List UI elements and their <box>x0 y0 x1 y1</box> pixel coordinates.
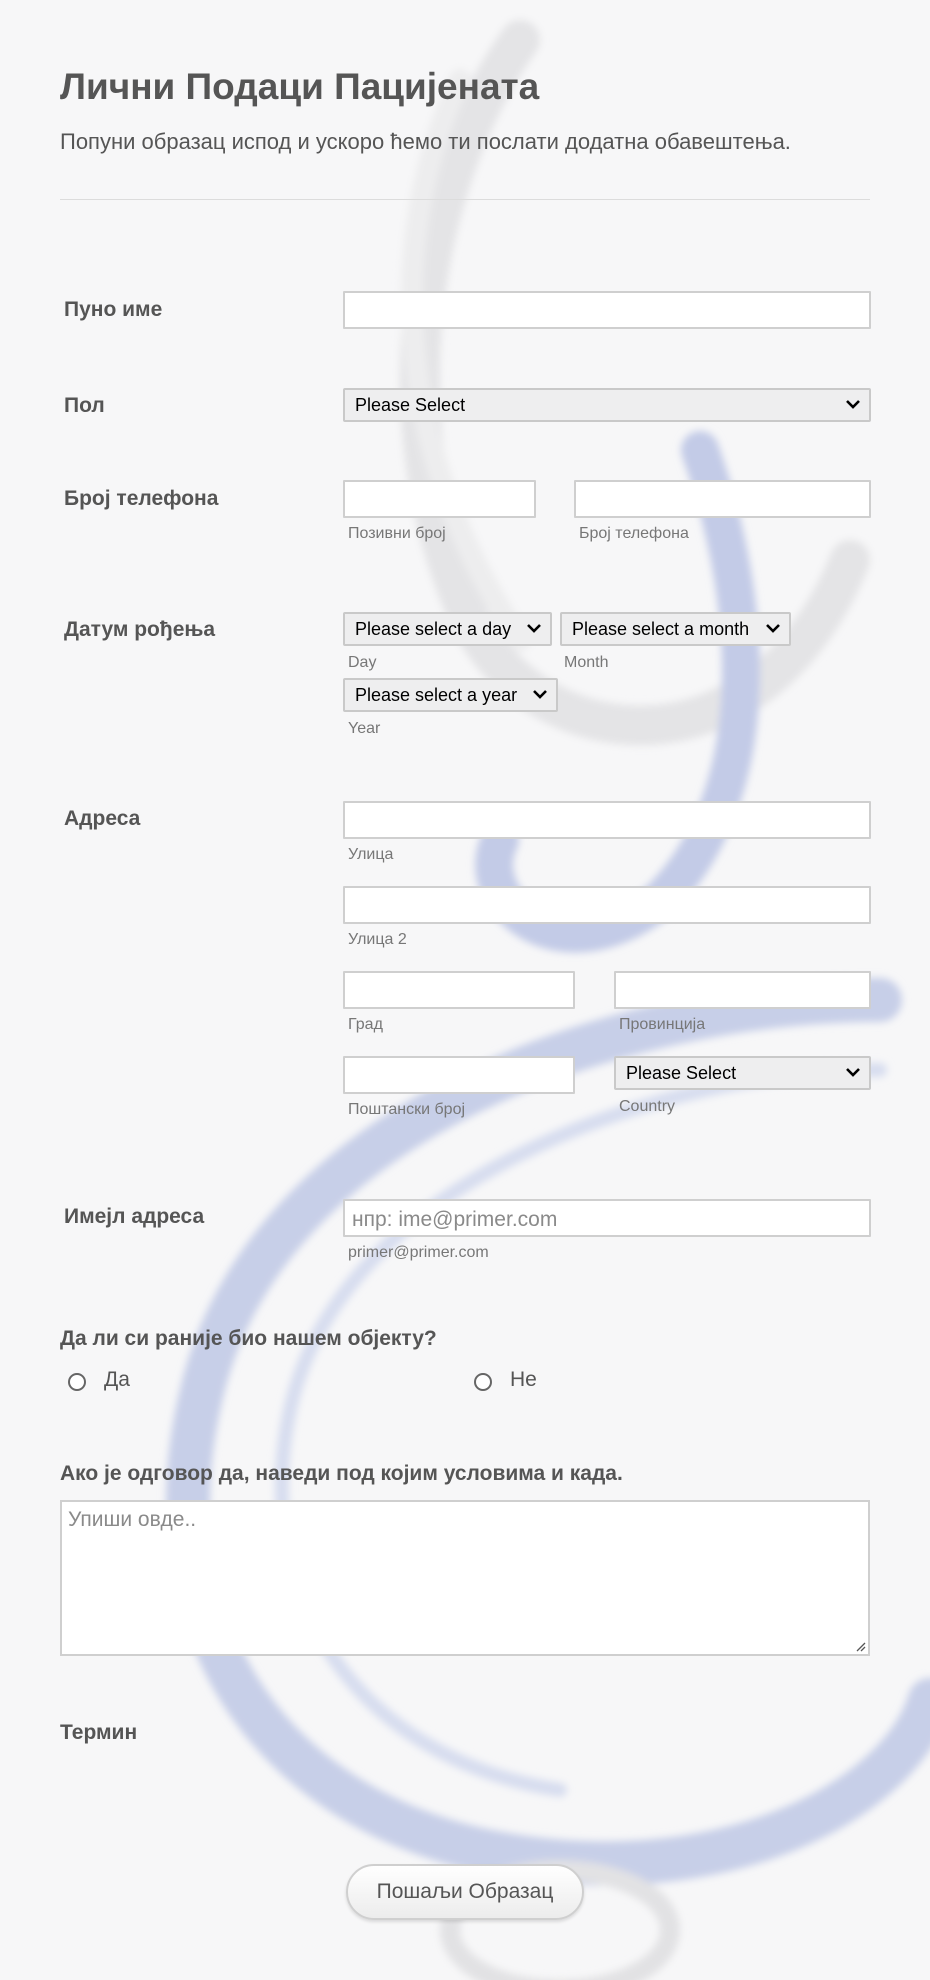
form-title: Лични Подаци Пацијената <box>60 66 540 107</box>
form-subtitle: Попуни образац испод и ускоро ћемо ти послати додатна обавештења. <box>60 129 791 154</box>
birth-day-select[interactable] <box>343 612 552 646</box>
header-divider <box>60 199 870 200</box>
gender-select[interactable] <box>343 388 871 422</box>
area-code-sublabel: Позивни број <box>348 525 446 542</box>
chevron-down-icon <box>764 619 782 637</box>
radio-yes-label[interactable]: Да <box>104 1368 130 1391</box>
city-input[interactable] <box>343 971 575 1009</box>
resize-grip-icon[interactable] <box>854 1640 866 1652</box>
birth-year-sublabel: Year <box>348 720 381 737</box>
chevron-down-icon <box>525 619 543 637</box>
conditions-placeholder: Упиши овде.. <box>68 1508 197 1531</box>
appointment-label: Термин <box>60 1721 138 1744</box>
country-select[interactable] <box>614 1056 871 1090</box>
phone-label: Број телефона <box>64 487 219 510</box>
conditions-textarea[interactable] <box>60 1500 870 1656</box>
address-label: Адреса <box>64 807 141 830</box>
visited-before-question: Да ли си раније био нашем објекту? <box>60 1327 437 1350</box>
gender-select-value: Please Select <box>355 395 466 415</box>
country-select-value: Please Select <box>626 1063 737 1083</box>
birth-date-label: Датум рођења <box>64 618 216 641</box>
birth-month-select[interactable] <box>560 612 791 646</box>
email-input[interactable] <box>343 1199 871 1237</box>
birth-day-value: Please select a day <box>355 619 512 639</box>
phone-number-input[interactable] <box>574 480 871 518</box>
email-sublabel: primer@primer.com <box>348 1244 489 1261</box>
submit-button[interactable]: Пошаљи Образац <box>346 1864 584 1920</box>
radio-no[interactable] <box>474 1373 492 1391</box>
full-name-label: Пуно име <box>64 298 163 321</box>
street-input[interactable] <box>343 801 871 839</box>
full-name-input[interactable] <box>343 291 871 329</box>
province-input[interactable] <box>614 971 871 1009</box>
gender-label: Пол <box>64 394 105 417</box>
email-label: Имејл адреса <box>64 1205 205 1228</box>
email-placeholder: нпр: ime@primer.com <box>352 1208 558 1231</box>
birth-month-sublabel: Month <box>564 654 609 671</box>
street2-sublabel: Улица 2 <box>348 931 407 948</box>
birth-year-value: Please select a year <box>355 685 518 705</box>
chevron-down-icon <box>531 685 549 703</box>
radio-yes[interactable] <box>68 1373 86 1391</box>
postal-code-input[interactable] <box>343 1056 575 1094</box>
conditions-question: Ако је одговор да, наведи под којим условима и када. <box>60 1462 623 1485</box>
postal-code-sublabel: Поштански број <box>348 1101 466 1118</box>
birth-day-sublabel: Day <box>348 654 377 671</box>
phone-number-sublabel: Број телефона <box>579 525 689 542</box>
province-sublabel: Провинција <box>619 1016 706 1033</box>
street-sublabel: Улица <box>348 846 394 863</box>
country-sublabel: Country <box>619 1098 676 1115</box>
birth-month-value: Please select a month <box>572 619 750 639</box>
city-sublabel: Град <box>348 1016 383 1033</box>
radio-no-label[interactable]: Не <box>510 1368 537 1391</box>
street2-input[interactable] <box>343 886 871 924</box>
chevron-down-icon <box>844 1063 862 1081</box>
birth-year-select[interactable] <box>343 678 558 712</box>
area-code-input[interactable] <box>343 480 536 518</box>
chevron-down-icon <box>844 395 862 413</box>
